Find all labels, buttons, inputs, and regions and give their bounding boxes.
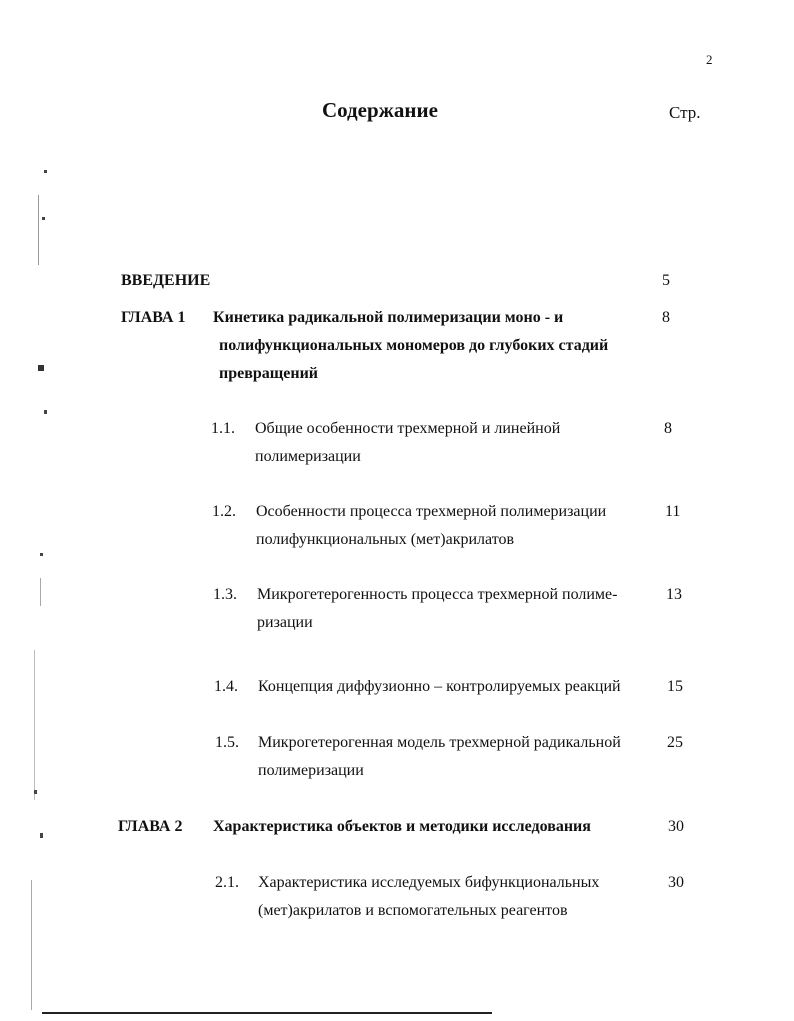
scan-speck bbox=[34, 790, 37, 794]
toc-title-section-1-4-line-1: Концепция диффузионно – контролируемых реакций bbox=[258, 678, 621, 695]
toc-label-section-1-3: 1.3. bbox=[213, 586, 237, 603]
toc-title-chapter-1-line-2: полифункциональных мономеров до глубоких стадий bbox=[219, 337, 609, 354]
toc-page-section-1-5: 25 bbox=[667, 734, 683, 751]
toc-title-section-1-3-line-1: Микрогетерогенность процесса трехмерной полиме- bbox=[257, 586, 618, 603]
toc-title-chapter-1-line-1: Кинетика радикальной полимеризации моно - и bbox=[213, 309, 564, 326]
scan-margin-line bbox=[40, 578, 41, 606]
toc-label-section-2-1: 2.1. bbox=[215, 874, 239, 891]
toc-page-section-2-1: 30 bbox=[668, 874, 684, 891]
toc-page-section-1-1: 8 bbox=[664, 420, 672, 437]
toc-label-section-1-4: 1.4. bbox=[214, 678, 238, 695]
toc-title-section-1-1-line-2: полимеризации bbox=[255, 448, 361, 465]
toc-label-section-1-5: 1.5. bbox=[215, 734, 239, 751]
page-title: Содержание bbox=[322, 98, 438, 122]
bottom-rule bbox=[42, 1012, 492, 1014]
toc-title-section-1-1-line-1: Общие особенности трехмерной и линейной bbox=[255, 420, 561, 437]
toc-label-section-1-1: 1.1. bbox=[211, 420, 235, 437]
toc-title-section-1-2-line-2: полифункциональных (мет)акрилатов bbox=[256, 531, 515, 548]
page-number: 2 bbox=[706, 52, 713, 67]
toc-title-chapter-1-line-3: превращений bbox=[219, 365, 319, 382]
toc-label-introduction: ВВЕДЕНИЕ bbox=[121, 272, 211, 289]
scan-margin-line bbox=[38, 195, 39, 265]
toc-title-section-1-2-line-1: Особенности процесса трехмерной полимеризации bbox=[256, 503, 607, 520]
scan-speck bbox=[40, 553, 43, 556]
toc-page-chapter-1: 8 bbox=[662, 309, 670, 326]
toc-label-section-1-2: 1.2. bbox=[212, 503, 236, 520]
toc-title-section-1-5-line-1: Микрогетерогенная модель трехмерной радикальной bbox=[258, 734, 621, 751]
toc-title-section-1-5-line-2: полимеризации bbox=[258, 762, 364, 779]
page-column-label: Стр. bbox=[669, 103, 701, 122]
toc-page-section-1-3: 13 bbox=[666, 586, 682, 603]
toc-page-introduction: 5 bbox=[662, 272, 670, 289]
scan-speck bbox=[42, 217, 45, 220]
scan-speck bbox=[40, 833, 43, 838]
toc-page-section-1-4: 15 bbox=[667, 678, 683, 695]
toc-page-chapter-2: 30 bbox=[668, 818, 684, 835]
scan-speck bbox=[38, 365, 44, 371]
toc-title-section-2-1-line-2: (мет)акрилатов и вспомогательных реагентов bbox=[258, 902, 568, 919]
toc-title-section-1-3-line-2: ризации bbox=[257, 614, 313, 631]
toc-title-section-2-1-line-1: Характеристика исследуемых бифункциональных bbox=[258, 874, 600, 891]
toc-title-chapter-2-line-1: Характеристика объектов и методики исследования bbox=[213, 818, 591, 835]
scan-margin-line bbox=[31, 880, 32, 1010]
scan-margin-line bbox=[34, 650, 35, 800]
toc-label-chapter-1: ГЛАВА 1 bbox=[121, 309, 186, 326]
scan-speck bbox=[44, 410, 47, 414]
scan-speck bbox=[44, 170, 47, 173]
toc-page-section-1-2: 11 bbox=[665, 503, 681, 520]
toc-label-chapter-2: ГЛАВА 2 bbox=[118, 818, 183, 835]
